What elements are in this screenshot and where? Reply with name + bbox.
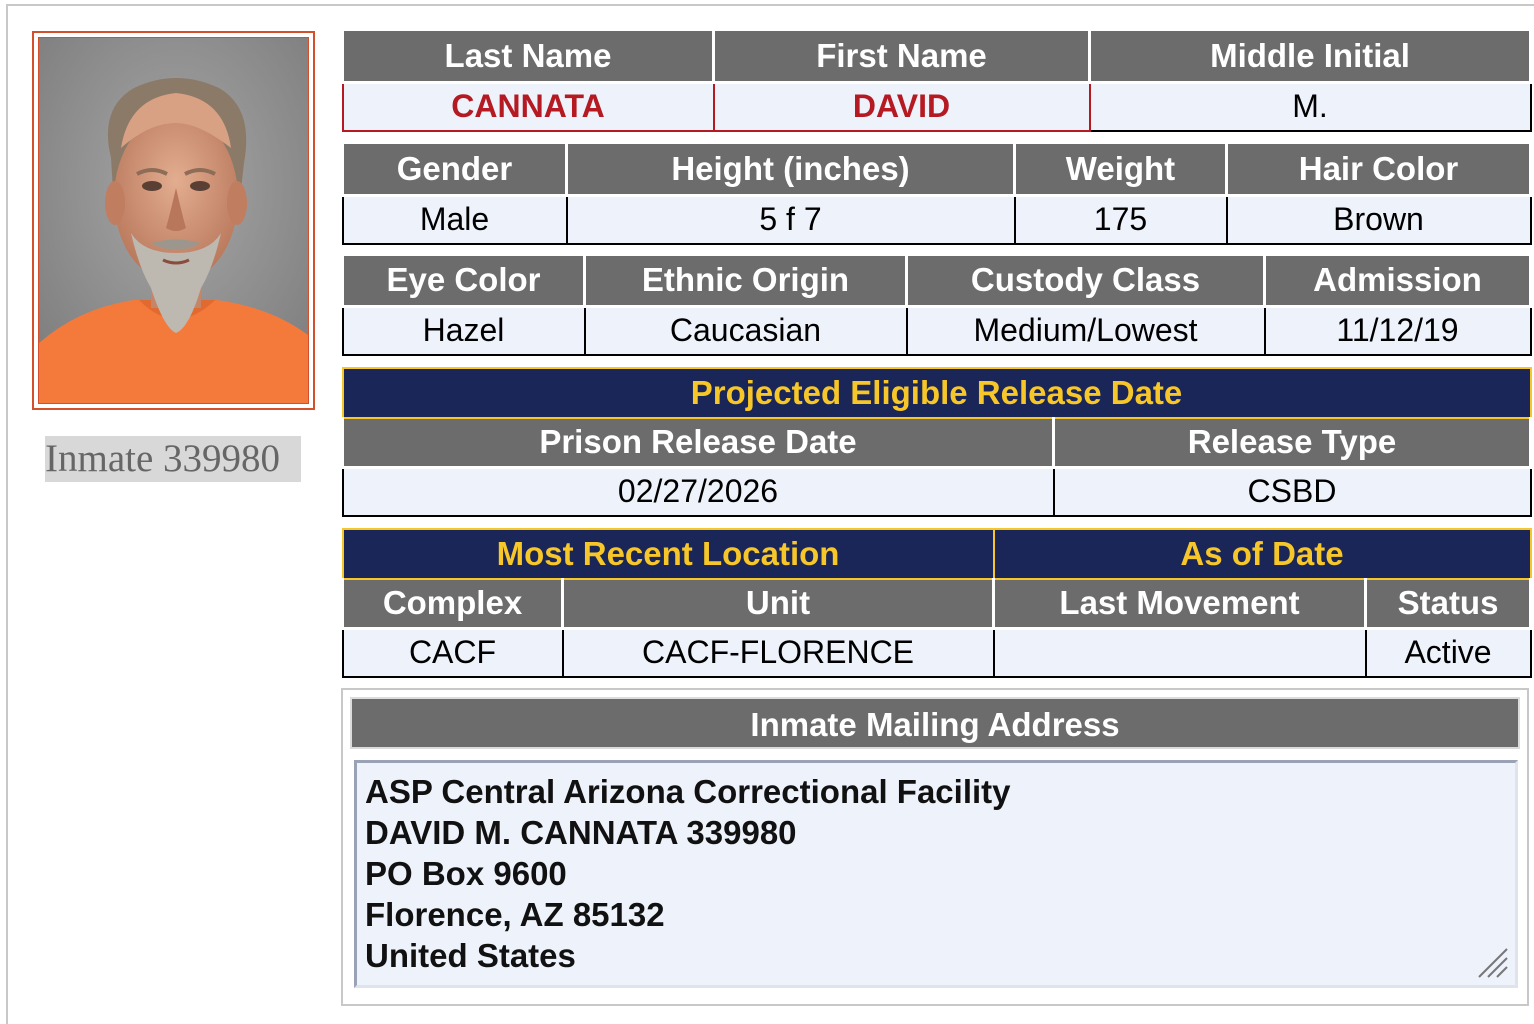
header-last-name: Last Name	[343, 31, 714, 82]
location-section-title: Most Recent Location	[343, 529, 994, 579]
mailing-address-panel	[341, 688, 1529, 1006]
value-custody-class: Medium/Lowest	[907, 306, 1265, 355]
value-eye-color: Hazel	[343, 306, 585, 355]
value-last-movement	[994, 628, 1366, 677]
header-admission: Admission	[1265, 256, 1531, 306]
address-line-city: Florence, AZ 85132	[365, 896, 665, 933]
header-hair-color: Hair Color	[1227, 144, 1531, 195]
header-height: Height (inches)	[567, 144, 1015, 195]
physical-table	[341, 144, 1532, 245]
value-complex: CACF	[343, 628, 563, 677]
value-first-name: DAVID	[714, 82, 1090, 131]
header-weight: Weight	[1015, 144, 1227, 195]
header-status: Status	[1366, 579, 1531, 628]
address-line-name: DAVID M. CANNATA 339980	[365, 814, 797, 851]
value-unit: CACF-FLORENCE	[563, 628, 994, 677]
value-prison-release-date: 02/27/2026	[343, 467, 1054, 516]
value-last-name: CANNATA	[343, 82, 714, 131]
value-status: Active	[1366, 628, 1531, 677]
header-custody-class: Custody Class	[907, 256, 1265, 306]
header-eye-color: Eye Color	[343, 256, 585, 306]
value-gender: Male	[343, 195, 567, 244]
address-line-po-box: PO Box 9600	[365, 855, 567, 892]
value-height: 5 f 7	[567, 195, 1015, 244]
value-weight: 175	[1015, 195, 1227, 244]
classification-table	[341, 256, 1532, 356]
release-table	[341, 367, 1532, 517]
inmate-number-caption: Inmate 339980	[45, 436, 301, 482]
header-last-movement: Last Movement	[994, 579, 1366, 628]
address-line-facility: ASP Central Arizona Correctional Facility	[365, 773, 1011, 810]
inmate-photo	[38, 37, 309, 404]
inmate-portrait-image	[39, 38, 309, 404]
value-admission: 11/12/19	[1265, 306, 1531, 355]
name-table	[341, 31, 1532, 132]
address-line-country: United States	[365, 937, 576, 974]
value-middle-initial: M.	[1090, 82, 1531, 131]
location-table	[341, 528, 1532, 678]
header-first-name: First Name	[714, 31, 1090, 82]
header-ethnic-origin: Ethnic Origin	[585, 256, 907, 306]
value-ethnic-origin: Caucasian	[585, 306, 907, 355]
header-prison-release-date: Prison Release Date	[343, 418, 1054, 467]
header-gender: Gender	[343, 144, 567, 195]
header-unit: Unit	[563, 579, 994, 628]
resize-handle-icon[interactable]	[1475, 945, 1509, 979]
header-release-type: Release Type	[1054, 418, 1531, 467]
value-hair-color: Brown	[1227, 195, 1531, 244]
mailing-address-title: Inmate Mailing Address	[350, 697, 1520, 749]
release-section-title: Projected Eligible Release Date	[343, 368, 1531, 418]
mailing-address-textarea[interactable]	[354, 760, 1518, 988]
header-middle-initial: Middle Initial	[1090, 31, 1531, 82]
inmate-photo-frame	[32, 31, 315, 410]
as-of-date-section-title: As of Date	[994, 529, 1531, 579]
value-release-type: CSBD	[1054, 467, 1531, 516]
header-complex: Complex	[343, 579, 563, 628]
